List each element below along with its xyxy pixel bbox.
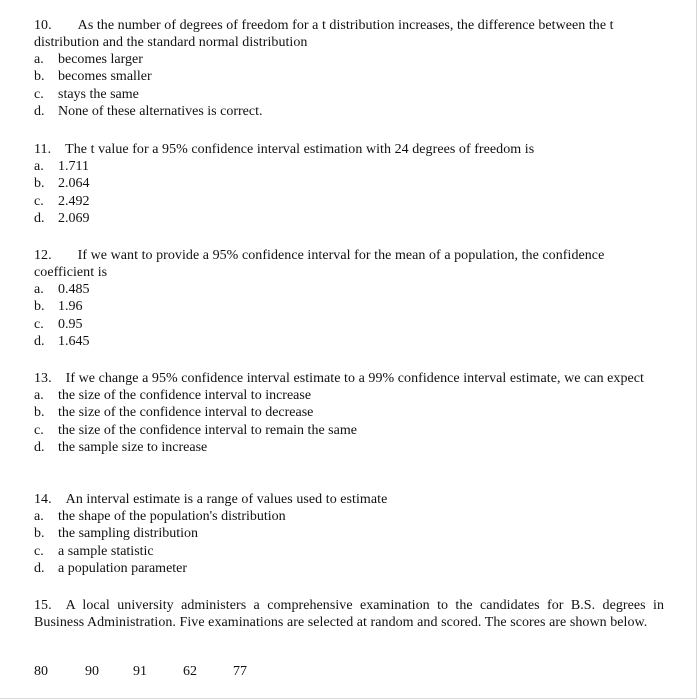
option-letter: a. [34, 159, 44, 174]
question-number: 15. [34, 598, 52, 613]
answer-option-a [34, 281, 664, 298]
option-letter: d. [34, 103, 45, 119]
option-letter: d. [34, 333, 45, 349]
question-14 [34, 491, 664, 577]
option-text: becomes smaller [58, 69, 152, 85]
answer-option-c [34, 422, 664, 439]
option-letter: d. [34, 560, 45, 576]
answer-option-d [34, 210, 664, 227]
answer-option-b [34, 68, 664, 85]
option-text: 2.064 [58, 176, 90, 192]
scores-row [34, 663, 334, 681]
option-text: 0.95 [58, 316, 83, 332]
answer-option-d [34, 103, 664, 120]
question-number: 14. [34, 492, 52, 507]
question-13 [34, 370, 664, 456]
answer-option-b [34, 404, 664, 421]
option-letter: a. [34, 509, 44, 524]
option-letter: c. [34, 86, 44, 102]
option-text: 1.711 [58, 159, 89, 174]
option-letter: b. [34, 299, 45, 315]
question-stem [34, 17, 664, 51]
option-text: a population parameter [58, 560, 188, 576]
option-text: a sample statistic [58, 543, 154, 559]
answer-option-b [34, 525, 664, 542]
option-text: the size of the confidence interval to decrease [58, 405, 314, 421]
question-12 [34, 247, 664, 350]
answer-option-a [34, 387, 664, 404]
question-stem [34, 491, 664, 508]
option-letter: d. [34, 210, 45, 226]
option-letter: a. [34, 52, 44, 67]
option-text: the size of the confidence interval to increase [58, 388, 312, 403]
answer-option-c [34, 543, 664, 560]
answer-option-c [34, 86, 664, 103]
question-number: 13. [34, 371, 52, 386]
score-value: 77 [233, 664, 247, 679]
question-11 [34, 141, 664, 227]
answer-option-d [34, 560, 664, 577]
question-text: A local university administers a comprehensive examination to the candidates for B.S. degrees in Business Administration. Five examinations are selected at random and scored. The scores are shown below. [34, 598, 664, 630]
question-text: The t value for a 95% confidence interval estimation with 24 degrees of freedom is [65, 142, 535, 157]
question-text: If we want to provide a 95% confidence interval for the mean of a population, the confidence coefficient is [34, 248, 605, 280]
score-value: 62 [183, 664, 197, 679]
question-stem [34, 247, 664, 281]
answer-option-a [34, 508, 664, 525]
option-letter: d. [34, 439, 45, 455]
option-letter: b. [34, 69, 45, 85]
answer-option-c [34, 193, 664, 210]
option-text: becomes larger [58, 52, 143, 67]
answer-option-c [34, 316, 664, 333]
option-letter: c. [34, 193, 44, 209]
question-stem [34, 597, 664, 631]
option-text: stays the same [58, 86, 139, 102]
score-value: 91 [133, 664, 147, 679]
option-letter: b. [34, 405, 45, 421]
score-value: 90 [85, 664, 99, 679]
answer-option-a [34, 158, 664, 175]
question-text: An interval estimate is a range of values used to estimate [65, 492, 388, 507]
answer-option-d [34, 333, 664, 350]
answer-option-b [34, 175, 664, 192]
option-text: 2.069 [58, 210, 90, 226]
option-text: the shape of the population's distribution [58, 509, 286, 524]
option-letter: c. [34, 316, 44, 332]
option-letter: c. [34, 422, 44, 438]
question-stem [34, 370, 664, 387]
answer-option-b [34, 298, 664, 315]
question-text: If we change a 95% confidence interval estimate to a 99% confidence interval estimate, we can expect [65, 371, 644, 386]
question-number: 10. [34, 18, 52, 33]
option-text: 1.645 [58, 333, 90, 349]
answer-option-a [34, 51, 664, 68]
option-letter: a. [34, 282, 44, 297]
option-letter: b. [34, 176, 45, 192]
answer-option-d [34, 439, 664, 456]
option-letter: b. [34, 526, 45, 542]
option-text: the sample size to increase [58, 439, 208, 455]
question-10 [34, 17, 664, 120]
option-text: the size of the confidence interval to remain the same [58, 422, 357, 438]
question-number: 12. [34, 248, 52, 263]
question-text: As the number of degrees of freedom for a t distribution increases, the difference between the t distribution and the standard normal distribution [34, 18, 614, 50]
option-text: the sampling distribution [58, 526, 198, 542]
question-15 [34, 597, 664, 631]
option-letter: a. [34, 388, 44, 403]
option-text: 1.96 [58, 299, 83, 315]
score-value: 80 [34, 664, 48, 679]
question-stem [34, 141, 664, 158]
option-text: 0.485 [58, 282, 90, 297]
option-letter: c. [34, 543, 44, 559]
option-text: None of these alternatives is correct. [58, 103, 263, 119]
question-number: 11. [34, 142, 52, 157]
option-text: 2.492 [58, 193, 90, 209]
